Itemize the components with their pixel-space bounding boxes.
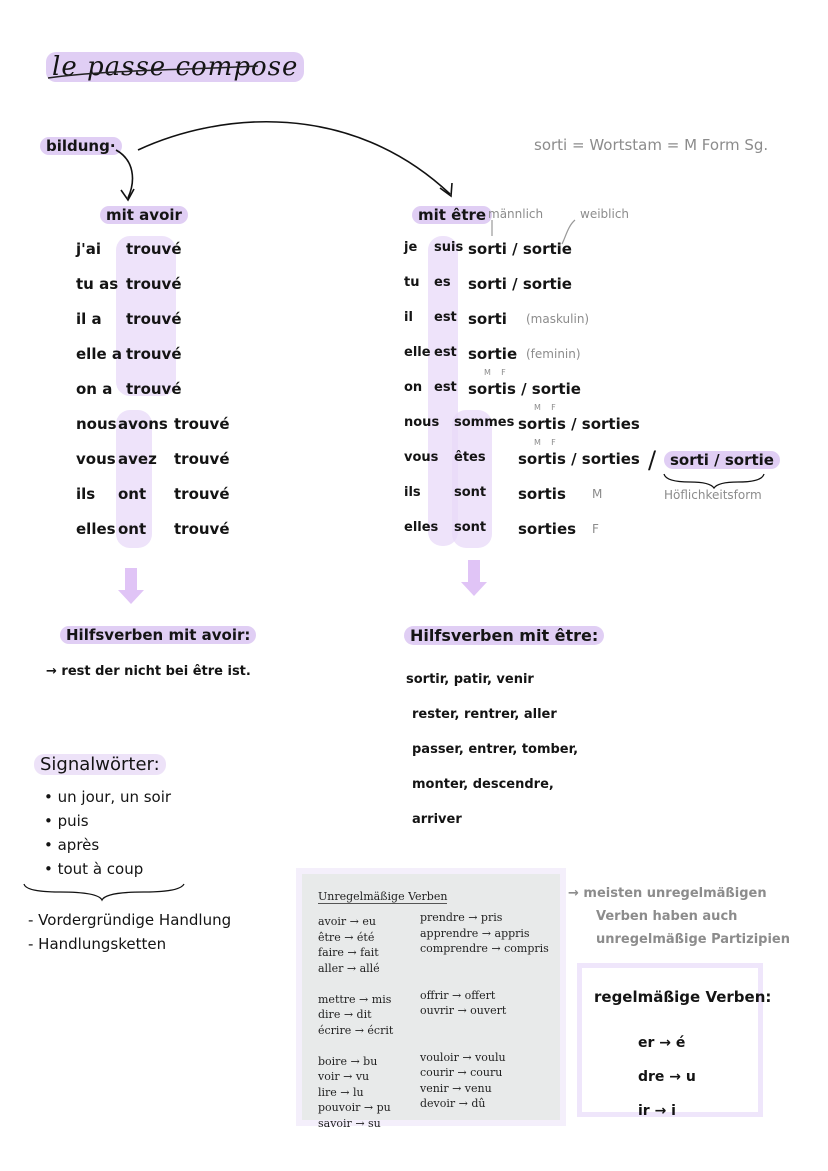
irregular-verb: ouvrir → ouvert — [420, 1004, 507, 1017]
avoir-participle: trouvé — [126, 310, 182, 328]
irregular-verb: lire → lu — [318, 1085, 364, 1099]
avoir-participle: trouvé — [174, 485, 230, 503]
etre-auxiliary: suis — [434, 240, 464, 255]
vous-polite-forms: sorti / sortie — [664, 451, 780, 469]
irregular-verb: pouvoir → pu — [318, 1101, 391, 1114]
irregular-side-note — [568, 882, 790, 951]
hoeflichkeitsform-label: Höflichkeitsform — [664, 488, 762, 502]
etre-auxiliary: es — [434, 275, 451, 290]
irregular-verb: prendre → pris — [420, 911, 503, 924]
etre-pronoun: elle — [404, 345, 431, 360]
avoir-pronoun: on a — [76, 380, 113, 398]
irregular-verb — [420, 957, 549, 973]
etre-gender-marks: M F — [534, 403, 556, 412]
regular-rule: dre → u — [638, 1069, 696, 1085]
etre-participle: sortis — [518, 485, 566, 503]
signal-item: • puis — [44, 812, 89, 830]
etre-row-note: M — [592, 487, 603, 501]
etre-participle: sortis / sorties — [518, 415, 640, 433]
irregular-verb: écrire → écrit — [318, 1023, 394, 1037]
page-title: le passe compose — [46, 52, 304, 82]
etre-row-note: F — [592, 522, 599, 536]
maennlich-label: männlich — [488, 207, 544, 221]
avoir-down-arrow — [118, 568, 144, 604]
etre-pronoun: nous — [404, 415, 440, 430]
irregular-verb: devoir → dû — [420, 1097, 486, 1110]
etre-participle: sorties — [518, 520, 577, 538]
avoir-pronoun: il a — [76, 310, 102, 328]
etre-pronoun: ils — [404, 485, 421, 500]
etre-participle: sorti / sortie — [468, 275, 572, 293]
irregular-col-2 — [420, 910, 549, 1112]
irregular-verb: voir → vu — [318, 1070, 370, 1083]
irregular-verbs-photo — [302, 874, 560, 1130]
side-note-line: Verben haben auch — [596, 909, 738, 924]
slash-divider: / — [648, 446, 657, 474]
etre-auxiliary: sont — [454, 485, 487, 500]
avoir-auxiliary: avez — [118, 450, 157, 468]
etre-hilfs-list — [406, 662, 578, 837]
irregular-verb: faire → fait — [318, 946, 379, 959]
etre-pronoun: elles — [404, 520, 439, 535]
irregular-verb — [318, 976, 393, 992]
etre-participle: sortis / sorties — [518, 450, 640, 468]
etre-participle: sortie — [468, 345, 518, 363]
polite-brace — [660, 470, 770, 490]
regular-rule: ir → i — [638, 1103, 676, 1119]
avoir-pronoun: vous — [76, 450, 116, 468]
etre-pronoun: on — [404, 380, 423, 395]
side-note-line: → meisten unregelmäßigen — [568, 886, 767, 901]
avoir-auxiliary: ont — [118, 520, 147, 538]
irregular-verb — [318, 1038, 393, 1054]
irregular-verb: dire → dit — [318, 1008, 372, 1021]
signal-item: • tout à coup — [44, 860, 144, 878]
etre-auxiliary: sommes — [454, 415, 515, 430]
avoir-participle: trouvé — [126, 380, 182, 398]
etre-down-arrow — [461, 560, 487, 596]
signal-notes — [28, 908, 231, 956]
etre-hilfs-line: passer, entrer, tomber, — [412, 742, 579, 757]
signal-brace — [20, 880, 190, 904]
regular-heading: regelmäßige Verben: — [594, 988, 772, 1006]
etre-gender-marks: M F — [484, 368, 506, 377]
avoir-pronoun: tu as — [76, 275, 119, 293]
avoir-heading: mit avoir — [100, 206, 188, 224]
etre-row-note: (maskulin) — [526, 312, 590, 326]
irregular-verb — [420, 1019, 549, 1035]
etre-gender-marks: M F — [534, 438, 556, 447]
avoir-participle: trouvé — [126, 275, 182, 293]
etre-participle: sorti — [468, 310, 507, 328]
avoir-hilfs-text: → rest der nicht bei être ist. — [46, 664, 251, 679]
signal-item: • un jour, un soir — [44, 788, 172, 806]
regular-verbs-box — [582, 968, 772, 1119]
avoir-auxiliary: ont — [118, 485, 147, 503]
avoir-auxiliary: avons — [118, 415, 168, 433]
avoir-pronoun: elles — [76, 520, 116, 538]
etre-participle: sorti / sortie — [468, 240, 572, 258]
regular-rule: er → é — [638, 1035, 686, 1051]
avoir-participle: trouvé — [126, 345, 182, 363]
etre-pronoun: tu — [404, 275, 420, 290]
side-note-line: unregelmäßige Partizipien — [596, 932, 790, 947]
signal-list — [44, 788, 171, 884]
etre-pronoun: vous — [404, 450, 439, 465]
irregular-verb: vouloir → voulu — [420, 1050, 506, 1064]
etre-auxiliary: êtes — [454, 450, 486, 465]
signal-note: - Vordergründige Handlung — [28, 911, 232, 929]
irregular-verb: avoir → eu — [318, 915, 376, 928]
irregular-verb: être → été — [318, 930, 375, 944]
irregular-verb: venir → venu — [420, 1081, 492, 1095]
irregular-verb: offrir → offert — [420, 988, 496, 1002]
signal-note: - Handlungsketten — [28, 935, 167, 953]
avoir-participle: trouvé — [174, 450, 230, 468]
avoir-participle: trouvé — [174, 520, 230, 538]
irregular-verb: mettre → mis — [318, 992, 392, 1006]
etre-pronoun: je — [404, 240, 418, 255]
irregular-verb: courir → couru — [420, 1066, 503, 1079]
wortstamm-note: sorti = Wortstam = M Form Sg. — [534, 136, 769, 154]
etre-pronoun: il — [404, 310, 413, 325]
irregular-verb — [420, 1034, 549, 1050]
avoir-participle: trouvé — [126, 240, 182, 258]
irregular-verb — [420, 972, 549, 988]
etre-auxiliary: est — [434, 380, 457, 395]
irregular-verb: boire → bu — [318, 1054, 378, 1068]
irregular-verb: apprendre → appris — [420, 926, 530, 940]
etre-auxiliary: est — [434, 345, 457, 360]
etre-row-note: (feminin) — [526, 347, 581, 361]
avoir-participle: trouvé — [174, 415, 230, 433]
etre-hilfs-heading: Hilfsverben mit être: — [404, 626, 604, 645]
etre-participle: sortis / sortie — [468, 380, 581, 398]
etre-heading: mit être — [412, 206, 492, 224]
irregular-verb: savoir → su — [318, 1116, 381, 1130]
signal-item: • après — [44, 836, 100, 854]
weiblich-label: weiblich — [580, 207, 630, 221]
avoir-pronoun: nous — [76, 415, 117, 433]
avoir-pronoun: elle a — [76, 345, 122, 363]
bildung-label: bildung· — [40, 137, 122, 155]
irregular-verb: aller → allé — [318, 961, 380, 975]
irregular-verb: comprendre → compris — [420, 942, 549, 955]
etre-auxiliary: sont — [454, 520, 487, 535]
regular-rules — [638, 1026, 696, 1128]
etre-hilfs-line: monter, descendre, — [412, 777, 554, 792]
avoir-pronoun: ils — [76, 485, 96, 503]
etre-hilfs-line: rester, rentrer, aller — [412, 707, 557, 722]
avoir-pronoun: j'ai — [76, 240, 101, 258]
irregular-title: Unregelmäßige Verben — [318, 890, 448, 903]
signal-heading: Signalwörter: — [34, 754, 166, 775]
avoir-hilfs-heading: Hilfsverben mit avoir: — [60, 626, 256, 644]
irregular-col-1 — [318, 914, 393, 1131]
etre-hilfs-line: sortir, patir, venir — [406, 672, 534, 687]
etre-auxiliary: est — [434, 310, 457, 325]
etre-hilfs-line: arriver — [412, 812, 462, 827]
